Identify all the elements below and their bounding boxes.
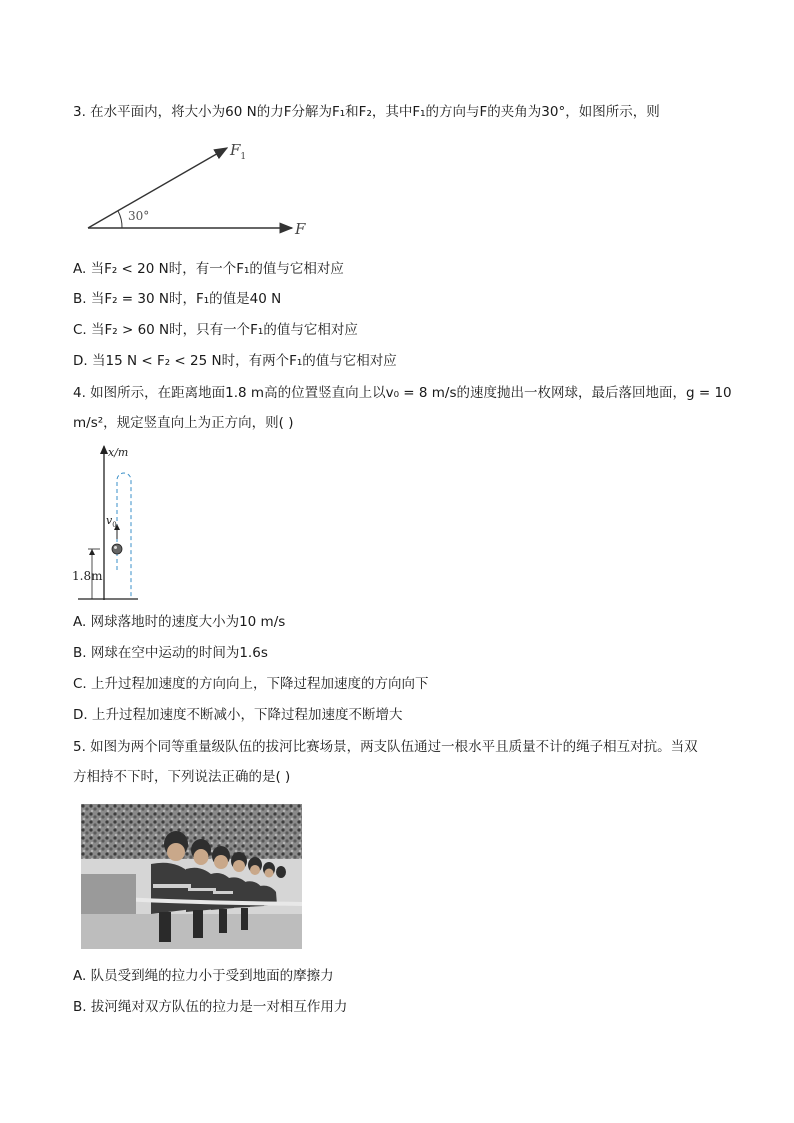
q3-option-c: C. 当F₂ > 60 N时，只有一个F₁的值与它相对应	[73, 322, 358, 338]
tug-of-war-photo	[81, 804, 302, 949]
v0-label: $v_0$	[106, 514, 117, 529]
axis-label: x/m	[108, 446, 129, 459]
angle-arc	[118, 211, 122, 228]
q4-option-d: D. 上升过程加速度不断减小，下降过程加速度不断增大	[73, 707, 403, 723]
q5-option-a: A. 队员受到绳的拉力小于受到地面的摩擦力	[73, 968, 334, 984]
q5-stem-line1: 5. 如图为两个同等重量级队伍的拔河比赛场景，两支队伍通过一根水平且质量不计的绳子相互对抗。当双	[73, 739, 698, 755]
q4-stem-line2: m/s²，规定竖直向上为正方向，则( )	[73, 415, 294, 431]
q4-option-b: B. 网球在空中运动的时间为1.6s	[73, 645, 268, 661]
tennis-ball	[112, 544, 122, 554]
q3-option-d: D. 当15 N < F₂ < 25 N时，有两个F₁的值与它相对应	[73, 353, 397, 369]
q4-tennis-diagram	[70, 442, 160, 602]
angle-label: 30°	[128, 209, 150, 223]
q5-option-b: B. 拔河绳对双方队伍的拉力是一对相互作用力	[73, 999, 348, 1015]
q3-stem: 3. 在水平面内，将大小为60 N的力F分解为F₁和F₂，其中F₁的方向与F的夹角为30°，如图所示，则	[73, 104, 660, 120]
q3-option-a: A. 当F₂ < 20 N时，有一个F₁的值与它相对应	[73, 261, 344, 277]
f-label: F	[295, 220, 306, 238]
f1-vector	[88, 148, 227, 228]
q5-stem-line2: 方相持不下时，下列说法正确的是( )	[73, 769, 291, 785]
f1-label: $F_1$	[230, 141, 247, 162]
q3-option-b: B. 当F₂ = 30 N时，F₁的值是40 N	[73, 291, 282, 307]
q4-option-a: A. 网球落地时的速度大小为10 m/s	[73, 614, 286, 630]
q4-option-c: C. 上升过程加速度的方向向上，下降过程加速度的方向向下	[73, 676, 429, 692]
x-axis-arrow	[100, 445, 108, 454]
q3-force-diagram	[80, 140, 320, 245]
trajectory	[117, 473, 131, 599]
q4-stem-line1: 4. 如图所示，在距离地面1.8 m高的位置竖直向上以v₀ = 8 m/s的速度抛出一枚网球，最后落回地面，g = 10	[73, 385, 732, 401]
height-label: 1.8m	[72, 569, 103, 583]
